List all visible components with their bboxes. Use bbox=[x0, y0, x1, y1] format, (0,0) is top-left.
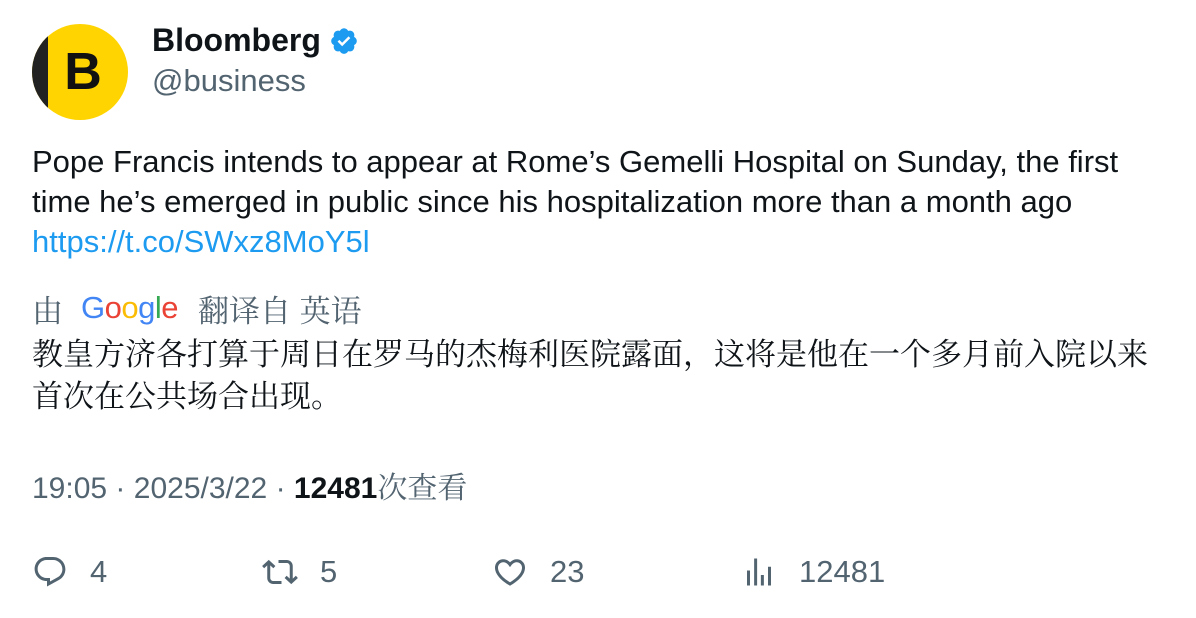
author-name-row bbox=[152, 22, 359, 59]
google-logo-icon: Google bbox=[81, 290, 179, 325]
tweet-text bbox=[32, 142, 1172, 262]
avatar[interactable] bbox=[32, 24, 128, 120]
reply-count: 4 bbox=[90, 554, 108, 589]
heart-icon bbox=[492, 554, 528, 590]
views-label: 次查看 bbox=[377, 472, 468, 505]
translation-attribution bbox=[32, 287, 362, 329]
like-button[interactable] bbox=[492, 550, 584, 594]
author-handle[interactable]: @business bbox=[152, 63, 306, 98]
avatar-logo-letter: B bbox=[64, 43, 102, 101]
meta-separator: · bbox=[275, 472, 286, 505]
like-count: 23 bbox=[550, 554, 585, 589]
translation-prefix: 由 bbox=[32, 293, 63, 329]
action-bar bbox=[0, 550, 1196, 594]
analytics-icon bbox=[741, 554, 777, 590]
meta-separator: · bbox=[115, 472, 126, 505]
repost-button[interactable] bbox=[262, 550, 337, 594]
repost-icon bbox=[262, 554, 298, 590]
reply-button[interactable] bbox=[32, 550, 107, 594]
author-display-name[interactable]: Bloomberg bbox=[152, 22, 321, 58]
tweet-body: Pope Francis intends to appear at Rome’s Gemelli Hospital on Sunday, the first time he’s emerged in public since his hospitalization more than a month ago bbox=[32, 144, 1119, 219]
views-action-count: 12481 bbox=[799, 554, 886, 589]
translation-source-language: 翻译自 英语 bbox=[198, 293, 362, 329]
tweet-meta bbox=[32, 463, 467, 507]
reply-icon bbox=[32, 554, 68, 590]
repost-count: 5 bbox=[320, 554, 338, 589]
views-button[interactable] bbox=[741, 550, 885, 594]
translated-text: 教皇方济各打算于周日在罗马的杰梅利医院露面，这将是他在一个多月前入院以来首次在公共场合出现。 bbox=[32, 337, 1148, 414]
views-count: 12481 bbox=[293, 472, 378, 505]
tweet-time[interactable]: 19:05 bbox=[32, 472, 108, 505]
tweet-link[interactable]: https://t.co/SWxz8MoY5l bbox=[32, 224, 370, 259]
verified-badge-icon[interactable] bbox=[329, 26, 359, 56]
tweet-date[interactable]: 2025/3/22 bbox=[133, 472, 268, 505]
